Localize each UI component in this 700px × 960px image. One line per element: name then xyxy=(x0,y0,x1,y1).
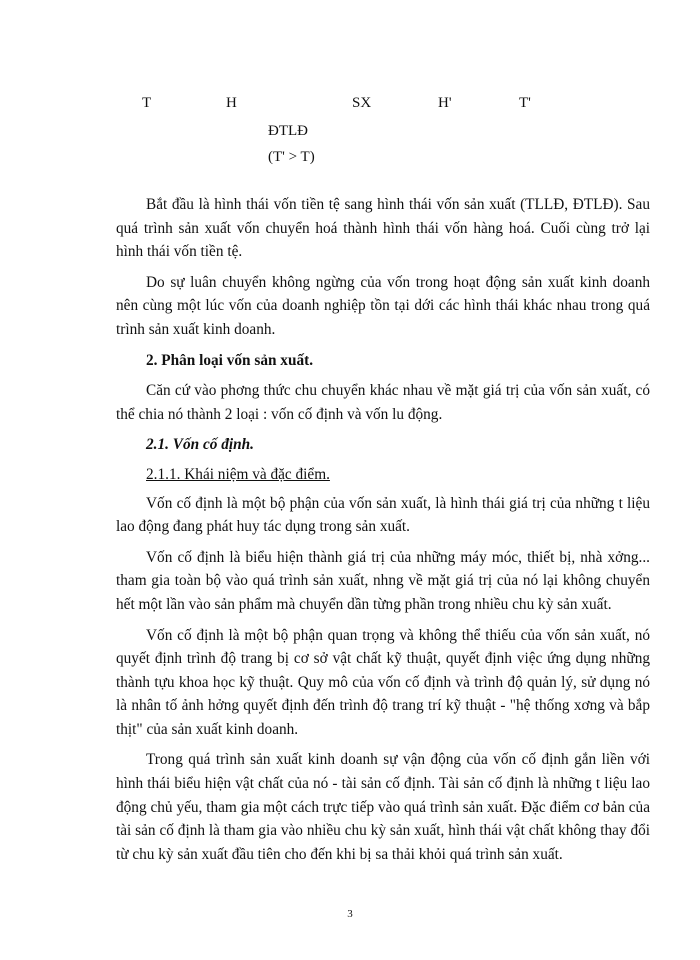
capital-cycle-diagram xyxy=(0,95,700,119)
document-body xyxy=(116,193,650,873)
subsubsection-heading: 2.1.1. Khái niệm và đặc điểm. xyxy=(146,465,330,483)
diagram-node-sx: SX xyxy=(352,95,372,111)
paragraph: Do sự luân chuyển không ngừng của vốn trong hoạt động sản xuất kinh doanh nên cùng một lúc vốn của doanh nghiệp tồn tại dới các hình thái khác nhau trong quá trình sản xuất kinh doanh. xyxy=(116,273,650,338)
paragraph: Vốn cố định là một bộ phận quan trọng và không thể thiếu của vốn sản xuất, nó quyết định trình độ trang bị cơ sở vật chất kỹ thuật, quyết định việc ứng dụng những thành tựu khoa học kỹ thuật. Quy mô của vốn cố định và trình độ quản lý, sử dụng nó là nhân tố ảnh hởng quyết định đến trình độ trang trí kỹ thuật - "hệ thống xơng và bắp thịt" của sản xuất kinh doanh. xyxy=(116,626,650,738)
page-number: 3 xyxy=(347,908,353,920)
diagram-node-t-prime: T' xyxy=(519,95,531,111)
diagram-dtld-label: ĐTLĐ xyxy=(268,123,308,139)
paragraph: Trong quá trình sản xuất kinh doanh sự vận động của vốn cố định gắn liền với hình thái biểu hiện vật chất của nó - tài sản cố định. Tài sản cố định là những t liệu lao động chủ yếu, tham gia một cách trực tiếp vào quá trình sản xuất. Đặc điểm cơ bản của tài sản cố định là tham gia vào nhiều chu kỳ sản xuất, hình thái vật chất không thay đổi từ chu kỳ sản xuất đầu tiên cho đến khi bị sa thải khỏi quá trình sản xuất. xyxy=(116,751,650,863)
diagram-node-t: T xyxy=(142,95,152,111)
diagram-node-h-prime: H' xyxy=(438,95,452,111)
paragraph: Vốn cố định là một bộ phận của vốn sản xuất, là hình thái giá trị của những t liệu lao động đang phát huy tác dụng trong sản xuất. xyxy=(116,494,650,536)
paragraph: Căn cứ vào phơng thức chu chuyển khác nhau về mặt giá trị của vốn sản xuất, có thể chia nó thành 2 loại : vốn cố định và vốn lu động. xyxy=(116,382,650,423)
diagram-node-h: H xyxy=(226,95,237,111)
subsection-heading: 2.1. Vốn cố định. xyxy=(146,436,254,454)
paragraph: Vốn cố định là biểu hiện thành giá trị của những máy móc, thiết bị, nhà xởng... tham gia toàn bộ vào quá trình sản xuất, nhng về mặt giá trị của nó lại không chuyển hết một lần vào sản phẩm mà chuyển dần từng phần trong nhiều chu kỳ sản xuất. xyxy=(116,548,650,613)
diagram-condition: (T' > T) xyxy=(268,149,315,165)
paragraph: Bắt đầu là hình thái vốn tiền tệ sang hình thái vốn sản xuất (TLLĐ, ĐTLĐ). Sau quá trình sản xuất vốn chuyển hoá thành hình thái vốn hàng hoá. Cuối cùng trở lại hình thái vốn tiền tệ. xyxy=(116,196,650,261)
section-heading: 2. Phân loại vốn sản xuất. xyxy=(146,351,314,369)
